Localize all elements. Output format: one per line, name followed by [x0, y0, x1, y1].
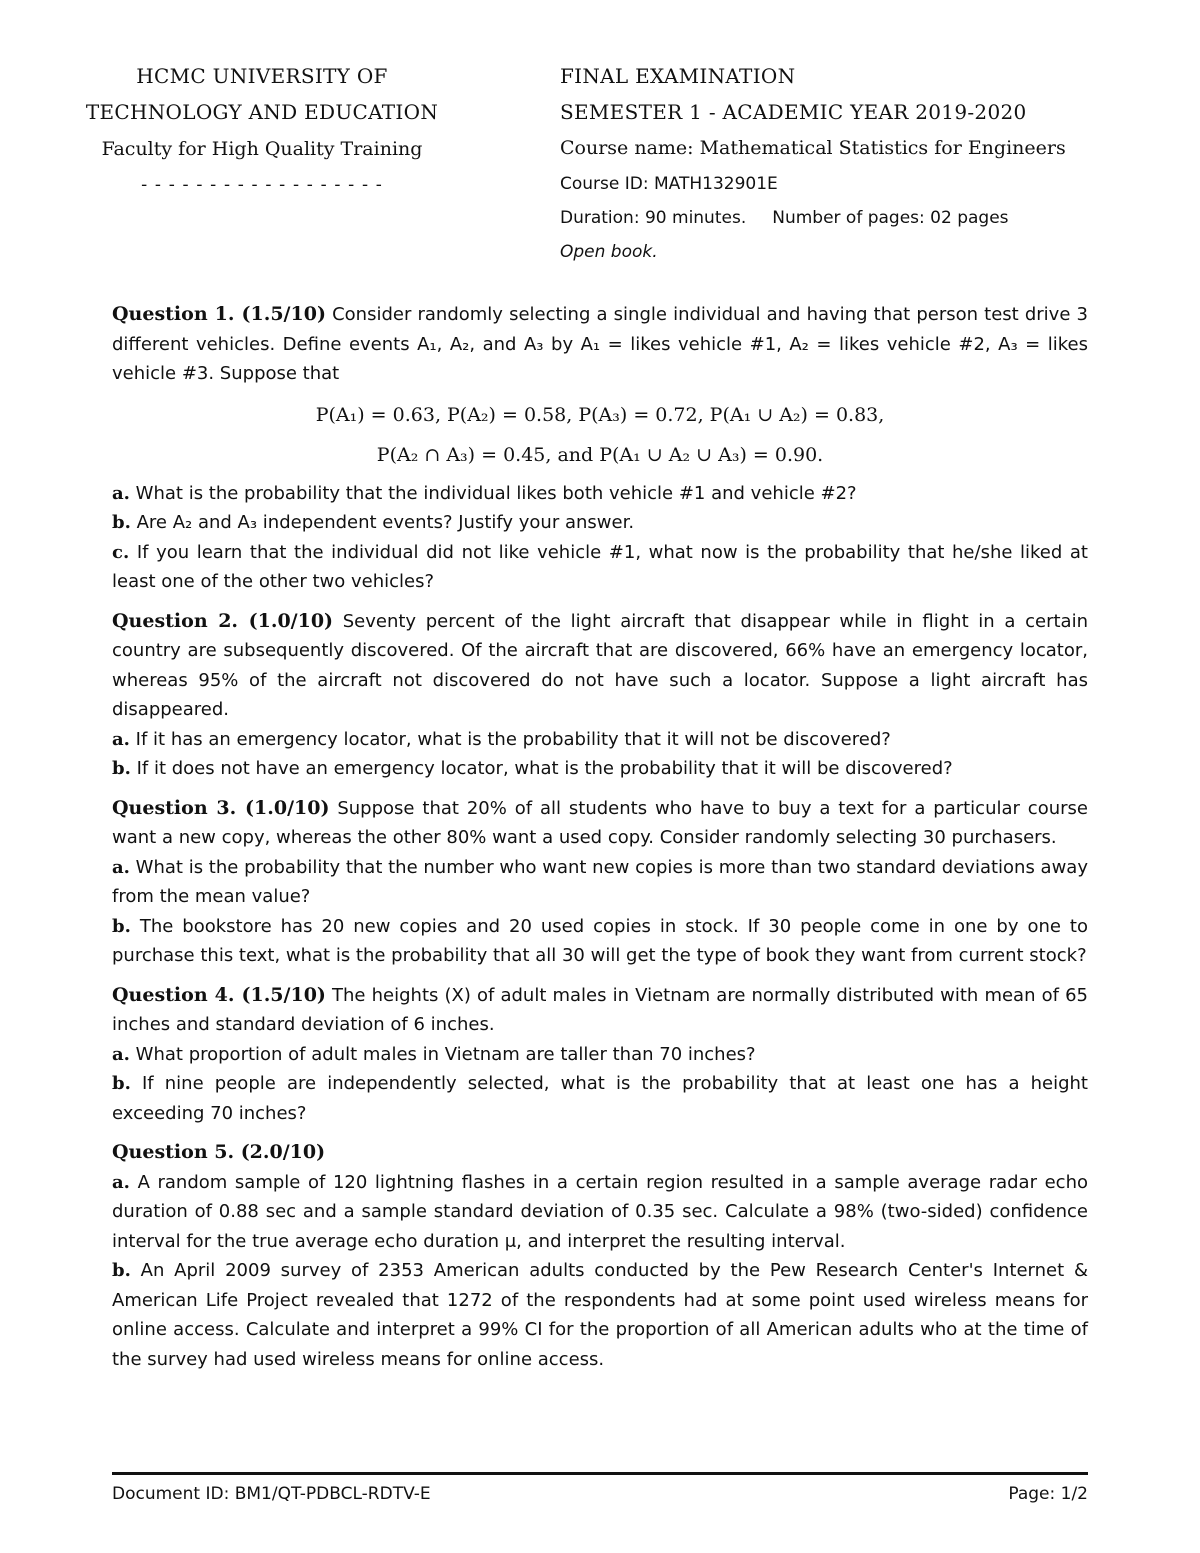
- question-intro: The heights (X) of adult males in Vietnam are normally distributed with mean of 65 inches and standard deviation of 6 inches.: [112, 984, 1088, 1035]
- part-text: A random sample of 120 lightning flashes in a certain region resulted in a sample average radar echo duration of 0.88 sec and a sample standard deviation of 0.35 sec. Calculate a 98% (two-sided) confidence interval for the true average echo duration μ, and interpret the resulting interval.: [112, 1171, 1088, 1252]
- question-intro: Suppose that 20% of all students who have to buy a text for a particular course want a new copy, whereas the other 80% want a used copy. Consider randomly selecting 30 purchasers.: [112, 797, 1088, 848]
- question-heading: Question 3. (1.0/10): [112, 796, 330, 819]
- part-label: a.: [112, 1171, 130, 1193]
- part-text: Are A₂ and A₃ independent events? Justify your answer.: [136, 512, 635, 533]
- exam-questions: [112, 300, 1088, 1384]
- part-text: The bookstore has 20 new copies and 20 used copies in stock. If 30 people come in one by one to purchase this text, what is the probability that all 30 will get the type of book they want from current stock?: [112, 915, 1088, 966]
- question-intro: Consider randomly selecting a single individual and having that person test drive 3 different vehicles. Define events A₁, A₂, and A₃ by A₁ = likes vehicle #1, A₂ = likes vehicle #2, A₃ = likes vehicle #3. Suppose that: [112, 304, 1088, 384]
- faculty-name: Faculty for High Quality Training: [101, 138, 423, 160]
- part-label: a.: [112, 856, 130, 878]
- part-label: c.: [112, 541, 130, 563]
- question-part: [112, 1256, 1088, 1374]
- question-heading: Question 5. (2.0/10): [112, 1141, 326, 1163]
- question-part: [112, 479, 1088, 509]
- question-part: [112, 725, 1088, 755]
- part-text: What is the probability that the individual likes both vehicle #1 and vehicle #2?: [135, 482, 857, 504]
- question-5: [112, 1138, 1088, 1374]
- part-label: b.: [112, 512, 131, 533]
- university-name-line1: HCMC UNIVERSITY OF: [136, 64, 388, 88]
- header-institution: [40, 58, 484, 202]
- question-part: [112, 853, 1088, 912]
- course-name: Course name: Mathematical Statistics for Engineers: [560, 137, 1066, 159]
- part-label: b.: [112, 758, 131, 779]
- university-name-line2: TECHNOLOGY AND EDUCATION: [85, 100, 439, 124]
- part-label: b.: [112, 915, 131, 937]
- footer-divider: [112, 1472, 1088, 1475]
- question-heading: Question 1. (1.5/10): [112, 303, 326, 325]
- question-3: [112, 794, 1088, 971]
- part-label: a.: [112, 1043, 130, 1065]
- page-number: Page: 1/2: [1008, 1484, 1088, 1504]
- part-text: What is the probability that the number who want new copies is more than two standard deviations away from the mean value?: [112, 856, 1088, 907]
- question-part: [112, 538, 1088, 597]
- question-1: [112, 300, 1088, 597]
- course-id: Course ID: MATH132901E: [560, 174, 778, 194]
- page-count: Number of pages: 02 pages: [772, 208, 1009, 228]
- question-part: [112, 1069, 1088, 1128]
- part-text: If you learn that the individual did not like vehicle #1, what now is the probability that he/she liked at least one of the other two vehicles?: [112, 541, 1088, 592]
- document-id: Document ID: BM1/QT-PDBCL-RDTV-E: [112, 1484, 431, 1504]
- question-heading: Question 4. (1.5/10): [112, 983, 326, 1006]
- exam-title: FINAL EXAMINATION: [560, 64, 796, 88]
- header-separator: - - - - - - - - - - - - - - - - - -: [141, 174, 383, 195]
- formula-line-1: P(A₁) = 0.63, P(A₂) = 0.58, P(A₃) = 0.72, P(A₁ ∪ A₂) = 0.83,: [315, 403, 885, 426]
- duration: Duration: 90 minutes.: [560, 208, 747, 228]
- question-2: [112, 607, 1088, 784]
- question-part: [112, 912, 1088, 971]
- question-4: [112, 981, 1088, 1129]
- part-label: b.: [112, 1073, 131, 1094]
- question-part: [112, 508, 1088, 538]
- part-label: a.: [112, 482, 130, 504]
- part-text: What proportion of adult males in Vietnam are taller than 70 inches?: [135, 1043, 756, 1065]
- question-heading: Question 2. (1.0/10): [112, 609, 334, 632]
- part-label: b.: [112, 1260, 131, 1281]
- part-text: If nine people are independently selected, what is the probability that at least one has a height exceeding 70 inches?: [112, 1073, 1088, 1124]
- header-exam-info: [560, 58, 1180, 269]
- part-text: If it has an emergency locator, what is the probability that it will not be discovered?: [135, 728, 891, 750]
- question-part: [112, 1168, 1088, 1257]
- formula-line-2: P(A₂ ∩ A₃) = 0.45, and P(A₁ ∪ A₂ ∪ A₃) = 0.90.: [376, 443, 824, 466]
- part-text: An April 2009 survey of 2353 American adults conducted by the Pew Research Center's Internet & American Life Project revealed that 1272 of the respondents had at some point used wireless means for online access. Calculate and interpret a 99% CI for the proportion of all American adults who at the time of the survey had used wireless means for online access.: [112, 1260, 1088, 1370]
- semester-line: SEMESTER 1 - ACADEMIC YEAR 2019-2020: [560, 100, 1027, 124]
- question-intro: Seventy percent of the light aircraft that disappear while in flight in a certain country are subsequently discovered. Of the aircraft that are discovered, 66% have an emergency locator, whereas 95% of the aircraft not discovered do not have such a locator. Suppose a light aircraft has disappeared.: [112, 610, 1088, 720]
- part-label: a.: [112, 728, 130, 750]
- open-book-note: Open book.: [560, 242, 658, 262]
- duration-pages: [560, 201, 1180, 235]
- question-part: [112, 754, 1088, 784]
- question-part: [112, 1040, 1088, 1070]
- part-text: If it does not have an emergency locator, what is the probability that it will be discovered?: [136, 758, 953, 779]
